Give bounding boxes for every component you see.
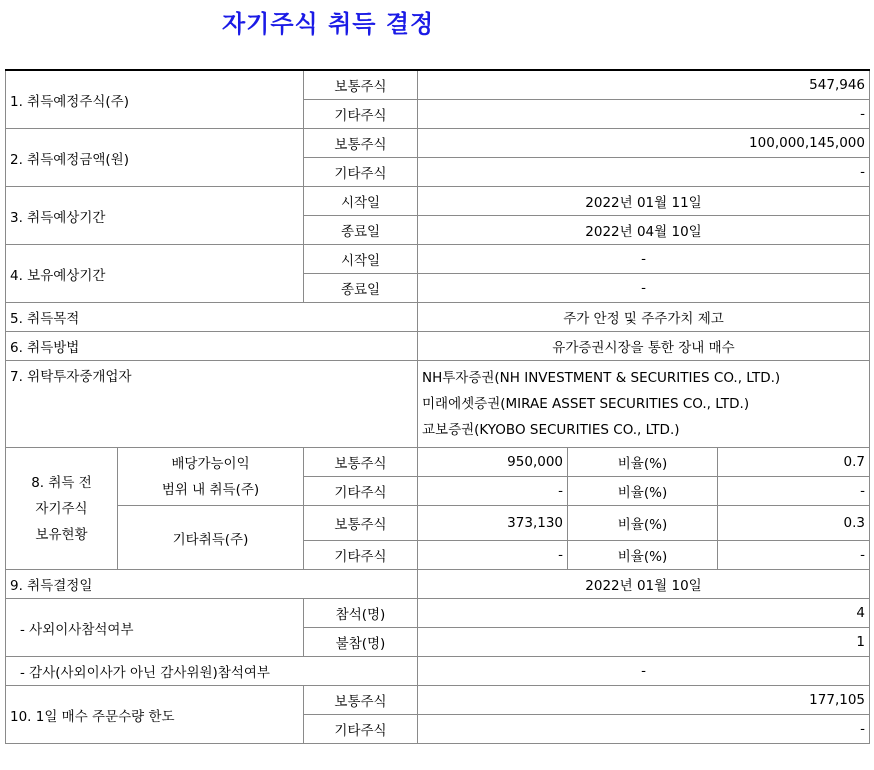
ratio-label: 비율(%): [568, 541, 718, 570]
acquisition-start-date: 2022년 01월 11일: [418, 187, 870, 216]
dividend-other-value: -: [418, 477, 568, 506]
dividend-common-value: 950,000: [418, 448, 568, 477]
end-date-label: 종료일: [304, 274, 418, 303]
common-stock-label: 보통주식: [304, 129, 418, 158]
amount-other-value: -: [418, 158, 870, 187]
start-date-label: 시작일: [304, 245, 418, 274]
other-stock-label: 기타주식: [304, 541, 418, 570]
purpose-label: 5. 취득목적: [6, 303, 418, 332]
other-acq-common-value: 373,130: [418, 506, 568, 541]
common-stock-label: 보통주식: [304, 506, 418, 541]
amount-to-acquire-label: 2. 취득예정금액(원): [6, 129, 304, 187]
dividend-range-line: 범위 내 취득(주): [161, 481, 260, 498]
other-acquisition-label: 기타취득(주): [118, 506, 304, 570]
common-stock-label: 보통주식: [304, 70, 418, 100]
attend-value: 4: [418, 599, 870, 628]
broker-label: 7. 위탁투자중개업자: [6, 361, 418, 448]
table-row: [6, 570, 870, 599]
table-row: [6, 657, 870, 686]
page-title: 자기주식 취득 결정: [222, 9, 435, 38]
shares-common-value: 547,946: [418, 70, 870, 100]
table-row: [6, 686, 870, 715]
dividend-common-ratio: 0.7: [718, 448, 870, 477]
broker-item: NH투자증권(NH INVESTMENT & SECURITIES CO., LTD.): [422, 370, 781, 386]
daily-order-limit-label: 10. 1일 매수 주문수량 한도: [6, 686, 304, 744]
table-row: [6, 599, 870, 628]
method-label: 6. 취득방법: [6, 332, 418, 361]
holding-start-date: -: [418, 245, 870, 274]
shares-to-acquire-label: 1. 취득예정주식(주): [6, 70, 304, 129]
broker-list: [418, 361, 870, 448]
other-acq-other-ratio: -: [718, 541, 870, 570]
outside-director-attendance-label: - 사외이사참석여부: [6, 599, 304, 657]
ratio-label: 비율(%): [568, 448, 718, 477]
dividend-range-line: 배당가능이익: [171, 455, 250, 472]
common-stock-label: 보통주식: [304, 686, 418, 715]
decision-date-label: 9. 취득결정일: [6, 570, 418, 599]
table-row: [6, 506, 870, 541]
broker-item: 교보증권(KYOBO SECURITIES CO., LTD.): [422, 422, 680, 438]
attend-label: 참석(명): [304, 599, 418, 628]
daily-limit-other-value: -: [418, 715, 870, 744]
daily-limit-common-value: 177,105: [418, 686, 870, 715]
auditor-attendance-value: -: [418, 657, 870, 686]
table-row: [6, 332, 870, 361]
absent-label: 불참(명): [304, 628, 418, 657]
page-title-area: [0, 4, 874, 36]
holdings-label-line: 8. 취득 전: [31, 474, 92, 491]
method-value: 유가증권시장을 통한 장내 매수: [418, 332, 870, 361]
common-stock-label: 보통주식: [304, 448, 418, 477]
decision-date-value: 2022년 01월 10일: [418, 570, 870, 599]
auditor-attendance-label: - 감사(사외이사가 아닌 감사위원)참석여부: [6, 657, 418, 686]
amount-common-value: 100,000,145,000: [418, 129, 870, 158]
disclosure-table: [5, 69, 870, 744]
other-stock-label: 기타주식: [304, 477, 418, 506]
table-row: [6, 187, 870, 216]
table-row: [6, 245, 870, 274]
table-row: [6, 448, 870, 477]
holding-end-date: -: [418, 274, 870, 303]
purpose-value: 주가 안정 및 주주가치 제고: [418, 303, 870, 332]
dividend-other-ratio: -: [718, 477, 870, 506]
holdings-label-line: 자기주식: [35, 500, 88, 517]
end-date-label: 종료일: [304, 216, 418, 245]
absent-value: 1: [418, 628, 870, 657]
ratio-label: 비율(%): [568, 506, 718, 541]
other-acq-common-ratio: 0.3: [718, 506, 870, 541]
holding-period-label: 4. 보유예상기간: [6, 245, 304, 303]
table-row: [6, 129, 870, 158]
broker-item: 미래에셋증권(MIRAE ASSET SECURITIES CO., LTD.): [422, 396, 750, 412]
acquisition-period-label: 3. 취득예상기간: [6, 187, 304, 245]
other-stock-label: 기타주식: [304, 158, 418, 187]
other-stock-label: 기타주식: [304, 100, 418, 129]
treasury-stock-holdings-label: [6, 448, 118, 570]
table-row: [6, 70, 870, 100]
dividend-range-label: [118, 448, 304, 506]
start-date-label: 시작일: [304, 187, 418, 216]
holdings-label-line: 보유현황: [35, 526, 88, 543]
table-row: [6, 361, 870, 448]
table-row: [6, 303, 870, 332]
other-stock-label: 기타주식: [304, 715, 418, 744]
acquisition-end-date: 2022년 04월 10일: [418, 216, 870, 245]
ratio-label: 비율(%): [568, 477, 718, 506]
shares-other-value: -: [418, 100, 870, 129]
other-acq-other-value: -: [418, 541, 568, 570]
